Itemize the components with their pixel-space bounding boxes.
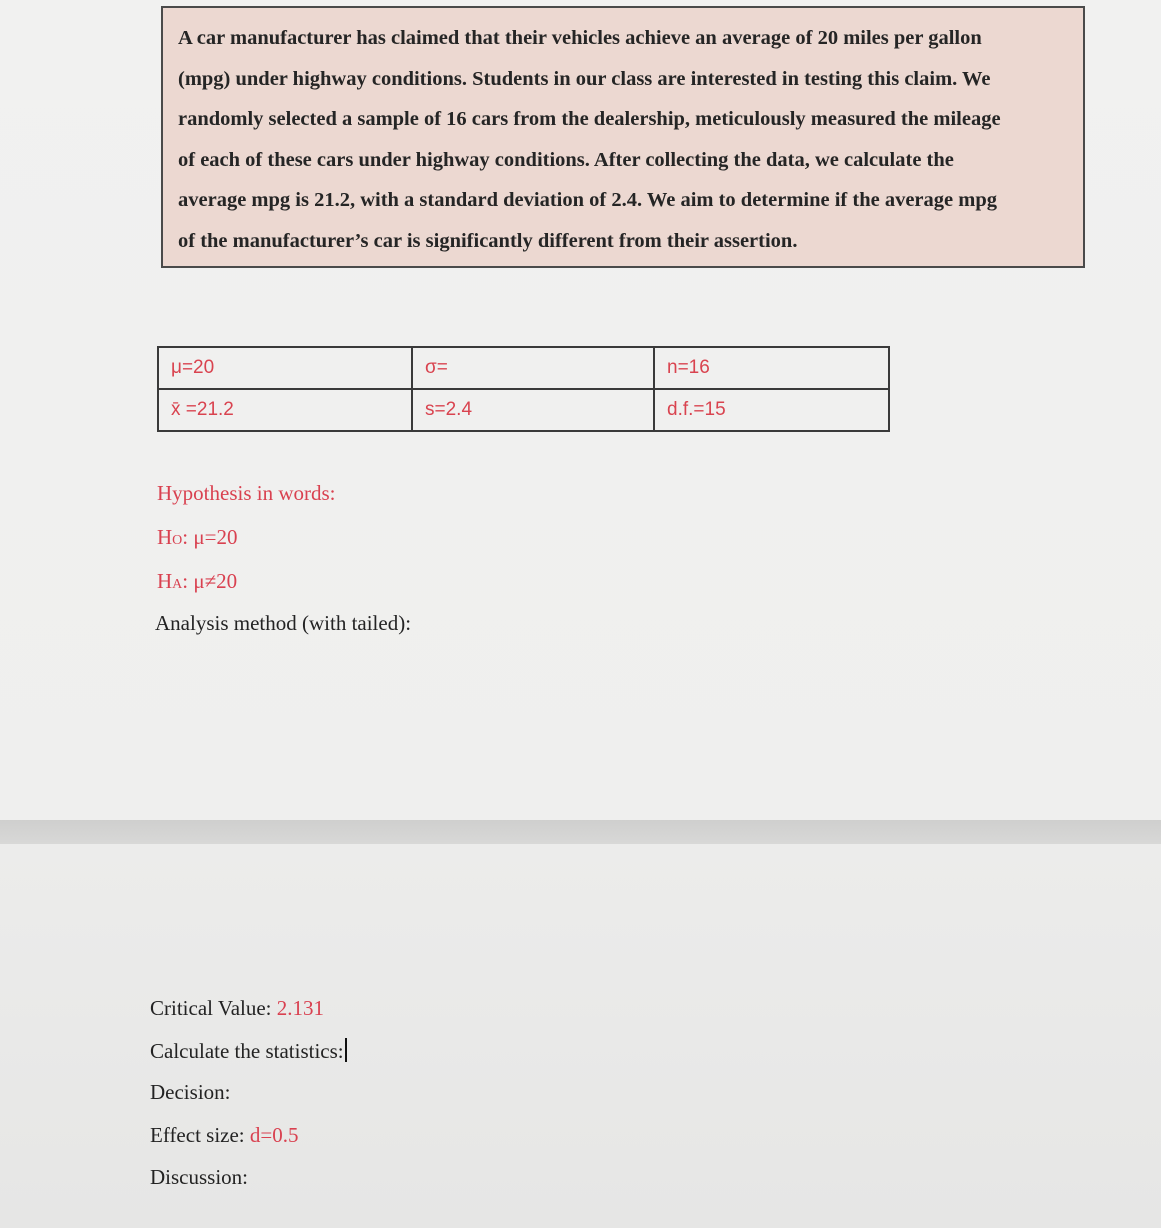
effect-size-label: Effect size:	[150, 1123, 250, 1147]
ha-value: : μ≠20	[182, 569, 238, 593]
hypothesis-title[interactable]: Hypothesis in words:	[157, 481, 336, 505]
cell-n[interactable]: n=16	[654, 347, 889, 389]
ha-label: H	[157, 569, 173, 593]
discussion-label[interactable]: Discussion:	[150, 1165, 249, 1189]
problem-line-1: A car manufacturer has claimed that their vehicles achieve an average of 20 miles per gallon	[178, 27, 982, 49]
null-hypothesis[interactable]	[157, 522, 237, 556]
effect-size-line[interactable]	[150, 1120, 299, 1150]
critical-value-line[interactable]	[150, 993, 324, 1023]
problem-line-6: of the manufacturer’s car is significantly different from their assertion.	[178, 229, 798, 252]
h0-value: : μ=20	[182, 525, 238, 549]
problem-line-4: of each of these cars under highway conditions. After collecting the data, we calculate the	[178, 148, 954, 171]
cell-sigma[interactable]: σ=	[412, 347, 654, 389]
critical-value-label: Critical Value:	[150, 996, 277, 1020]
problem-line-2: (mpg) under highway conditions. Students in our class are interested in testing this claim. We	[178, 67, 991, 90]
calculate-statistics-line[interactable]	[150, 1036, 347, 1066]
table-row	[158, 347, 889, 389]
h0-label: H	[157, 525, 173, 549]
decision-label[interactable]: Decision:	[150, 1080, 231, 1104]
analysis-method-label[interactable]: Analysis method (with tailed):	[155, 611, 412, 635]
problem-line-3: randomly selected a sample of 16 cars from the dealership, meticulously measured the mileage	[178, 108, 1001, 130]
h0-subscript: O	[172, 533, 183, 548]
problem-line-5: average mpg is 21.2, with a standard deviation of 2.4. We aim to determine if the average mpg	[178, 189, 997, 211]
cell-xbar[interactable]: x̄ =21.2	[158, 389, 412, 431]
cell-mu[interactable]: μ=20	[158, 347, 412, 389]
table-row	[158, 389, 889, 431]
text-cursor	[345, 1038, 347, 1062]
critical-value: 2.131	[276, 996, 324, 1020]
cell-df[interactable]: d.f.=15	[654, 389, 889, 431]
calculate-statistics-label: Calculate the statistics:	[150, 1039, 344, 1063]
values-table	[157, 346, 890, 432]
page-separator	[0, 820, 1161, 844]
effect-size-value: d=0.5	[249, 1123, 299, 1147]
ha-subscript: A	[172, 577, 183, 592]
alternative-hypothesis[interactable]	[157, 566, 237, 600]
cell-s[interactable]: s=2.4	[412, 389, 654, 431]
problem-statement-box	[161, 6, 1085, 268]
